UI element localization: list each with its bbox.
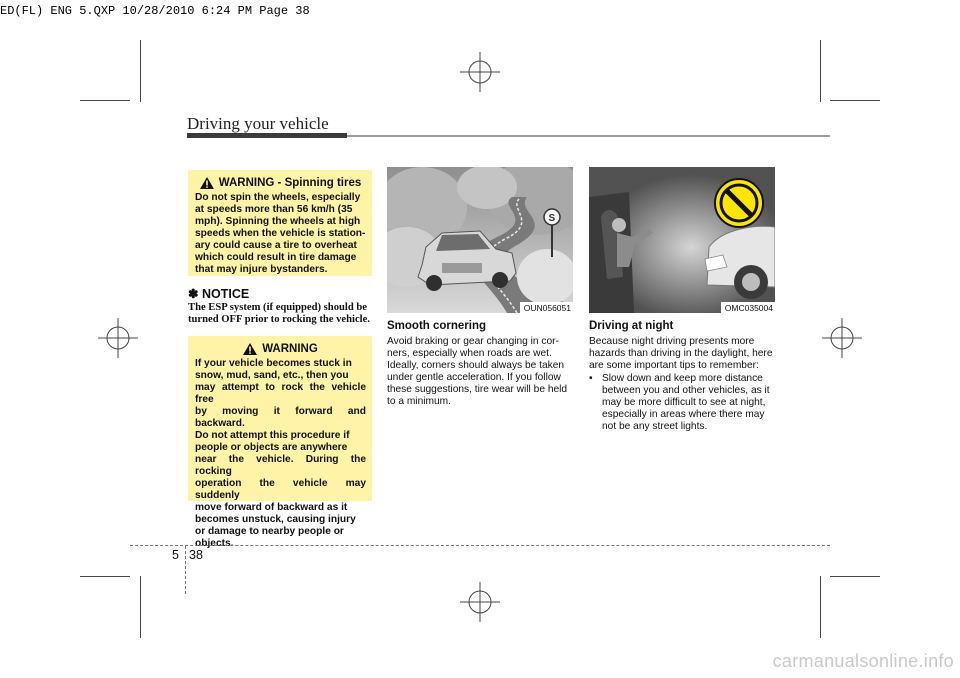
notice-text: The ESP system (if equipped) should be turned OFF prior to rocking the vehicle.: [188, 302, 370, 325]
warning-title: WARNING - Spinning tires: [218, 177, 362, 189]
figure-code-label: OUN056051: [520, 302, 573, 313]
registration-mark-icon: [98, 318, 138, 358]
night-headlight-image: [589, 167, 775, 313]
registration-mark-icon: [822, 318, 862, 358]
cornering-text: Avoid braking or gear changing in cor- ners, especially when roads are wet. Ideally, corners should always be taken under gentle acceleration. If you follow these suggestions, tire wear will be held to a minimum.: [387, 336, 568, 407]
snowy-road-car-image: [387, 167, 573, 313]
crop-mark: [820, 40, 821, 102]
notice-symbol-icon: ✽: [188, 287, 199, 301]
cornering-illustration: [387, 167, 573, 313]
page-number: 38: [189, 548, 203, 562]
night-driving-text: Because night driving presents more hazards than driving in the daylight, here are some important tips to remember:: [589, 336, 773, 371]
cornering-heading: Smooth cornering: [387, 320, 487, 332]
registration-mark-icon: [460, 52, 500, 92]
crop-mark: [830, 576, 880, 577]
chapter-number: 5: [172, 548, 179, 562]
registration-mark-icon: [460, 582, 500, 622]
file-info-header: ED(FL) ENG 5.QXP 10/28/2010 6:24 PM Page 38: [0, 4, 310, 18]
bullet-text: Slow down and keep more distance between you and other vehicles, as it may be more difficult to see at night, especially in areas where there may not be any street lights.: [602, 373, 770, 432]
crop-mark: [80, 100, 130, 101]
footer-divider: [185, 546, 186, 594]
notice-heading: ✽ NOTICE: [188, 287, 250, 301]
crop-mark: [140, 40, 141, 102]
figure-code-label: OMC035004: [721, 302, 775, 313]
warning-title: WARNING: [262, 343, 318, 355]
warning-text: If your vehicle becomes stuck in snow, mud, sand, etc., then you may attempt to rock the vehicle free by moving it forward and backward. Do not attempt this procedure if people or objects are anywhere near the vehicle. During the rocking operation the vehicle may suddenly move forward of backward as it becomes unstuck, causing injury or damage to nearby people or objects.: [195, 358, 366, 549]
section-title: Driving your vehicle: [187, 114, 329, 133]
crop-mark: [820, 576, 821, 638]
crop-mark: [140, 576, 141, 638]
crop-mark: [830, 100, 880, 101]
svg-text:S: S: [548, 213, 556, 224]
warning-box-rocking: [188, 336, 372, 549]
night-driving-heading: Driving at night: [589, 320, 674, 332]
warning-box-spinning-tires: [188, 170, 372, 276]
night-driving-illustration: [589, 167, 775, 313]
crop-mark: [80, 576, 130, 577]
warning-text: Do not spin the wheels, especially at speeds more than 56 km/h (35 mph). Spinning the wheels at high speeds when the vehicle is station- ary could cause a tire to overheat which could result in tire damage that may injure bystanders.: [195, 192, 366, 275]
bullet-dot: •: [589, 373, 593, 384]
night-driving-bullet: [589, 373, 775, 433]
watermark: carmanualsonline.info: [772, 651, 954, 671]
header-rule-accent: [187, 133, 347, 138]
footer-rule: [130, 545, 830, 546]
warning-triangle-icon: [243, 343, 257, 355]
warning-triangle-icon: [200, 177, 214, 189]
